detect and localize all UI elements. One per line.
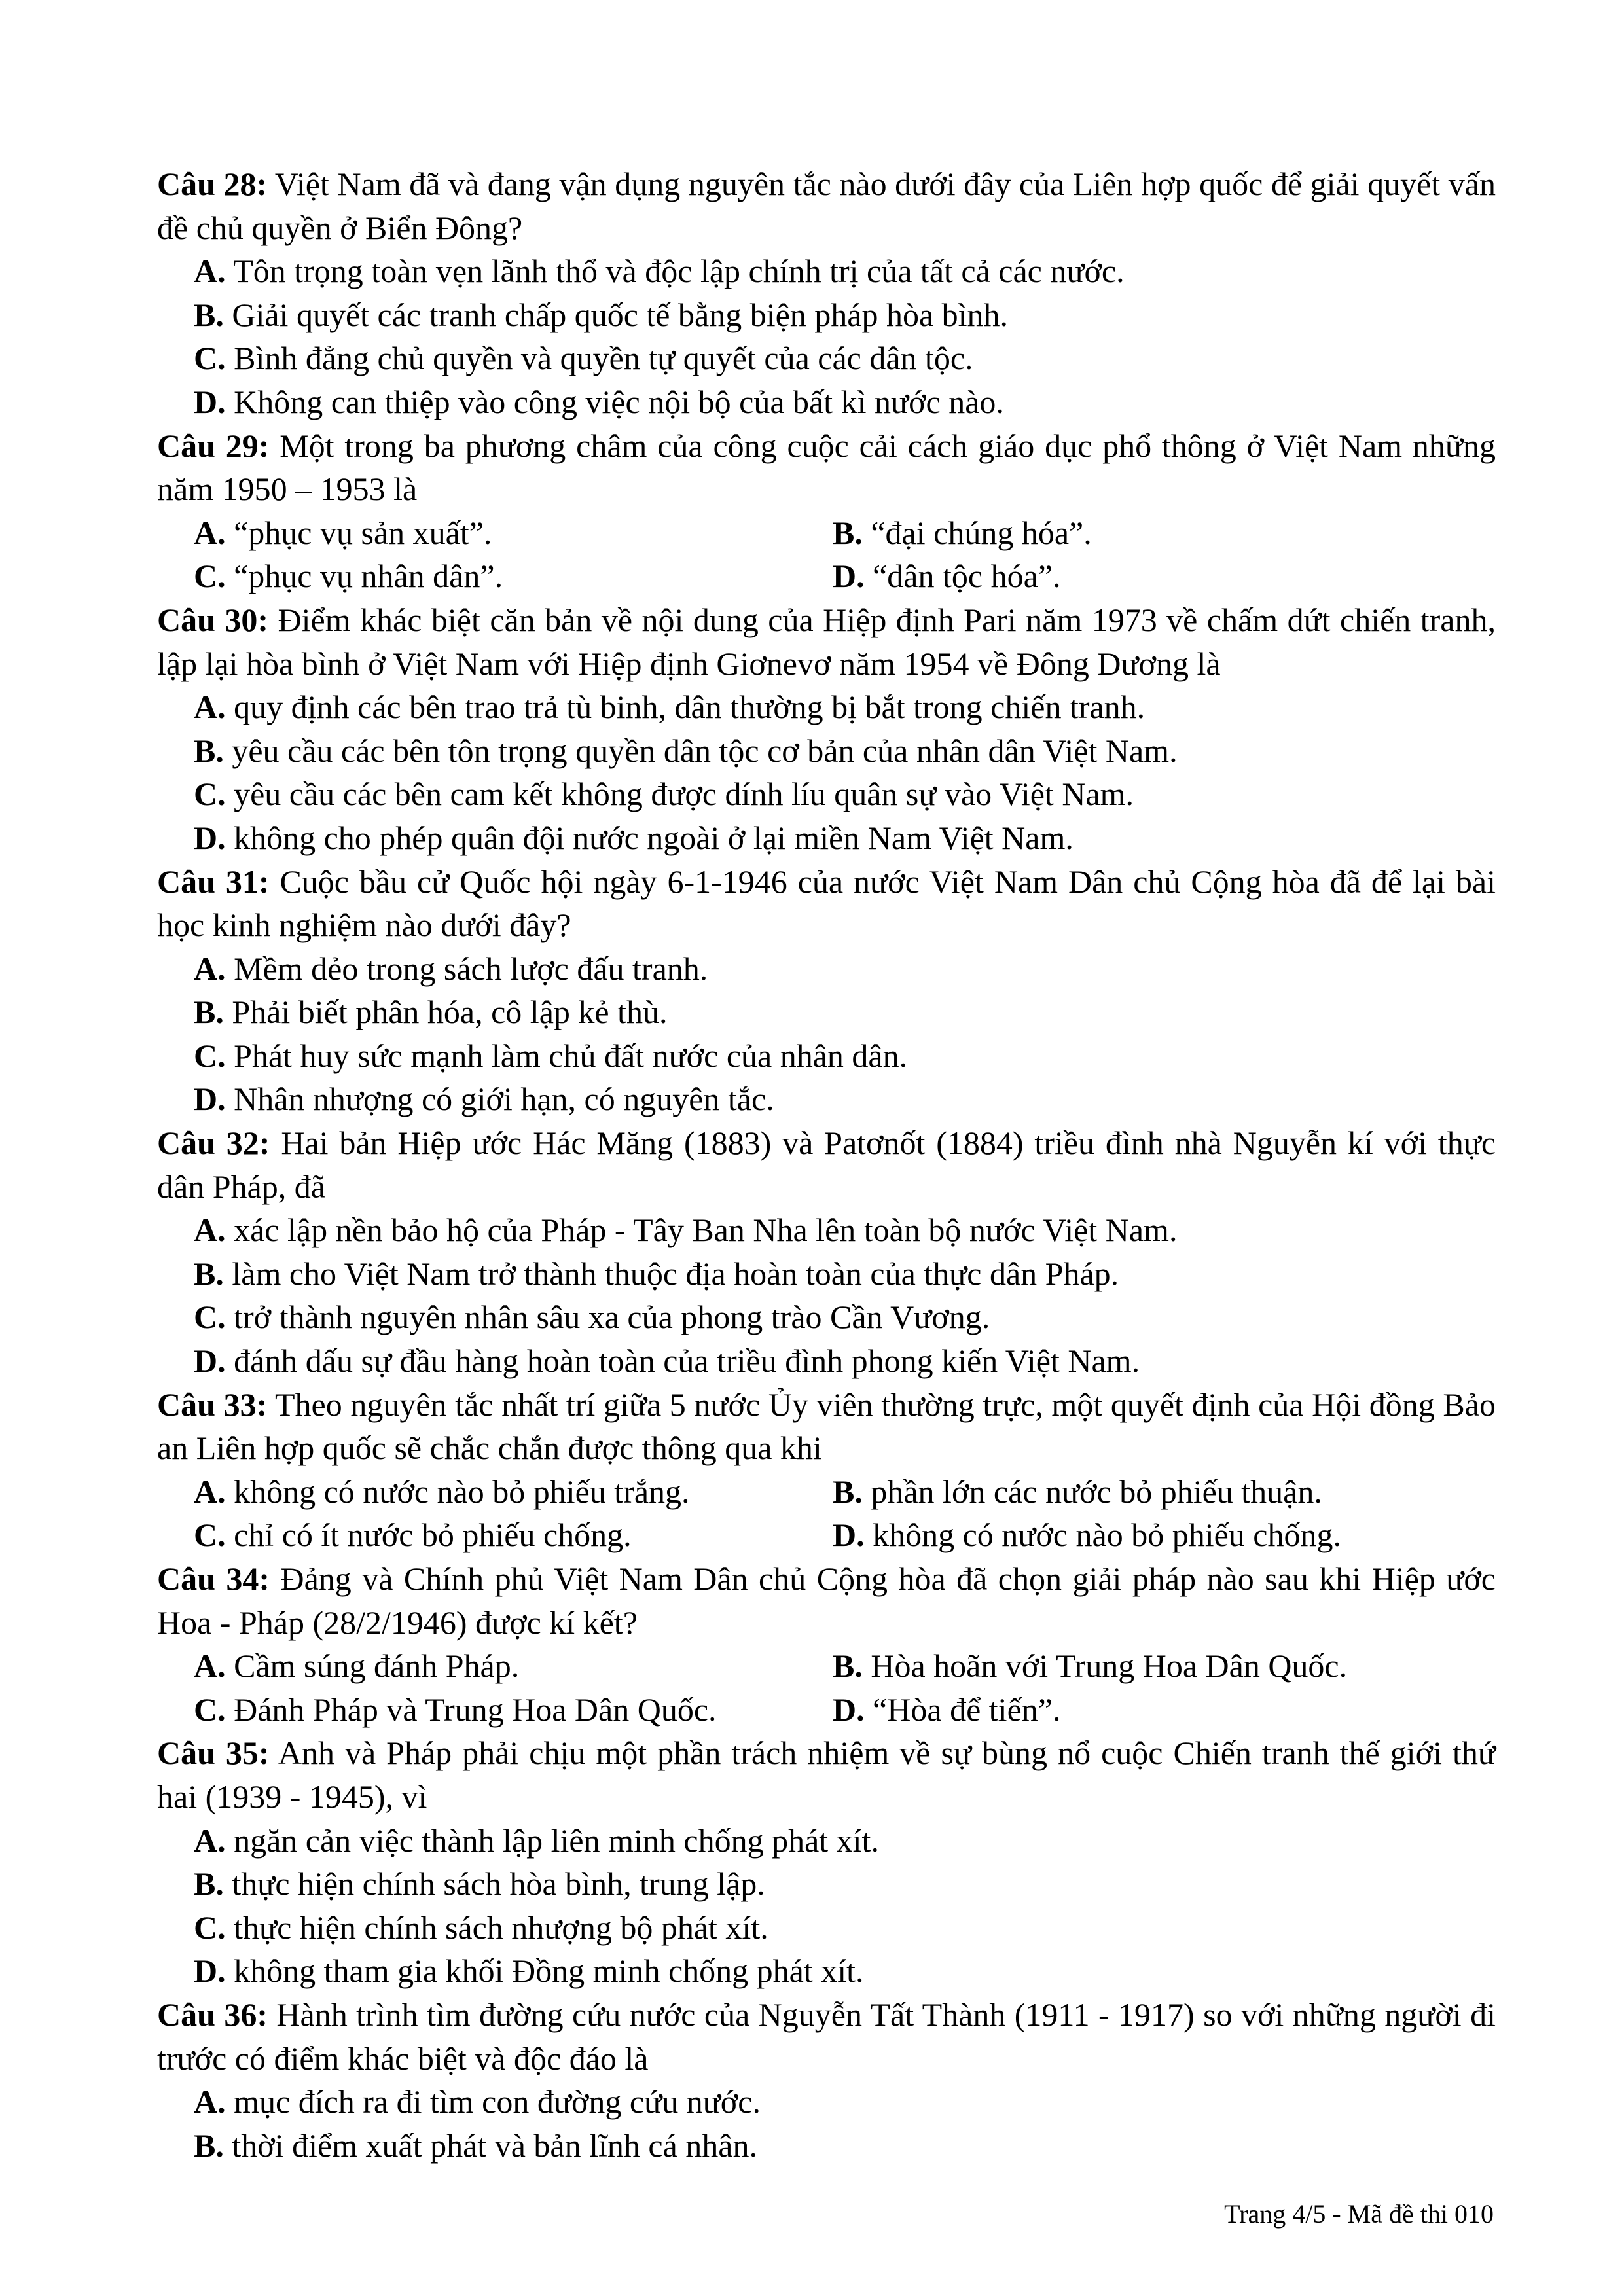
- option-text: làm cho Việt Nam trở thành thuộc địa hoàn toàn của thực dân Pháp.: [232, 1255, 1119, 1292]
- question-text: [157, 1993, 1496, 2080]
- option-letter: B.: [194, 732, 224, 769]
- question-number: Câu 32:: [157, 1124, 270, 1162]
- option-letter: B.: [194, 1865, 224, 1903]
- option-letter: C.: [194, 1909, 226, 1946]
- question-number: Câu 35:: [157, 1734, 270, 1772]
- option-a: [157, 947, 1496, 991]
- option-letter: A.: [194, 1211, 226, 1249]
- option-b: [157, 990, 1496, 1034]
- option-c: [157, 1906, 1496, 1950]
- question-29: [157, 424, 1496, 598]
- option-letter: A.: [194, 1473, 226, 1510]
- question-30: [157, 598, 1496, 860]
- option-text: không có nước nào bỏ phiếu chống.: [873, 1516, 1342, 1554]
- question-number: Câu 34:: [157, 1560, 270, 1597]
- question-stem: Đảng và Chính phủ Việt Nam Dân chủ Cộng hòa đã chọn giải pháp nào sau khi Hiệp ước Hoa - Pháp (28/2/1946) được kí kết?: [157, 1560, 1496, 1641]
- option-text: “phục vụ sản xuất”.: [234, 514, 492, 551]
- option-letter: D.: [194, 819, 226, 856]
- option-a: [157, 249, 1496, 293]
- option-text: quy định các bên trao trả tù binh, dân thường bị bắt trong chiến tranh.: [234, 689, 1146, 726]
- option-text: thực hiện chính sách nhượng bộ phát xít.: [234, 1909, 768, 1946]
- question-35: [157, 1731, 1496, 1993]
- question-33: [157, 1383, 1496, 1557]
- option-letter: A.: [194, 514, 226, 551]
- option-letter: C.: [194, 558, 226, 595]
- question-number: Câu 29:: [157, 427, 270, 464]
- option-letter: B.: [833, 1473, 863, 1510]
- option-text: yêu cầu các bên cam kết không được dính líu quân sự vào Việt Nam.: [234, 776, 1134, 813]
- question-text: [157, 1121, 1496, 1208]
- question-stem: Việt Nam đã và đang vận dụng nguyên tắc nào dưới đây của Liên hợp quốc để giải quyết vấn đề chủ quyền ở Biển Đông?: [157, 166, 1496, 246]
- question-31: [157, 860, 1496, 1122]
- question-number: Câu 31:: [157, 863, 270, 900]
- option-d: [833, 1688, 1487, 1732]
- question-text: [157, 162, 1496, 249]
- option-a: [157, 1819, 1496, 1863]
- option-a: [157, 2080, 1496, 2124]
- exam-page: [157, 162, 1496, 2167]
- option-d: [157, 816, 1496, 860]
- option-text: Giải quyết các tranh chấp quốc tế bằng biện pháp hòa bình.: [232, 296, 1009, 333]
- option-text: không cho phép quân đội nước ngoài ở lại miền Nam Việt Nam.: [234, 819, 1074, 856]
- option-text: Hòa hoãn với Trung Hoa Dân Quốc.: [871, 1647, 1348, 1685]
- options-grid: [157, 1644, 1496, 1731]
- option-c: [157, 1034, 1496, 1078]
- option-b: [157, 2124, 1496, 2168]
- option-letter: D.: [833, 1516, 865, 1554]
- question-number: Câu 28:: [157, 166, 268, 202]
- option-letter: D.: [833, 1691, 865, 1728]
- option-letter: A.: [194, 689, 226, 726]
- option-letter: C.: [194, 776, 226, 813]
- option-a: [157, 685, 1496, 729]
- option-b: [833, 511, 1487, 555]
- option-text: không tham gia khối Đồng minh chống phát xít.: [234, 1952, 864, 1990]
- option-a: [194, 511, 833, 555]
- option-letter: A.: [194, 1647, 226, 1685]
- option-d: [833, 554, 1487, 598]
- question-number: Câu 33:: [157, 1386, 268, 1423]
- option-text: thực hiện chính sách hòa bình, trung lập.: [232, 1865, 765, 1903]
- page-footer: Trang 4/5 - Mã đề thi 010: [1224, 2199, 1494, 2229]
- option-text: “Hòa để tiến”.: [873, 1691, 1061, 1728]
- option-d: [157, 380, 1496, 424]
- option-text: trở thành nguyên nhân sâu xa của phong trào Cần Vương.: [234, 1299, 990, 1336]
- option-b: [833, 1644, 1487, 1688]
- question-36: [157, 1993, 1496, 2167]
- option-b: [157, 293, 1496, 337]
- option-text: Nhân nhượng có giới hạn, có nguyên tắc.: [234, 1081, 774, 1118]
- question-text: [157, 1383, 1496, 1470]
- question-28: [157, 162, 1496, 424]
- option-letter: A.: [194, 253, 226, 290]
- option-b: [157, 1252, 1496, 1296]
- question-stem: Một trong ba phương châm của công cuộc cải cách giáo dục phổ thông ở Việt Nam những năm 1950 – 1953 là: [157, 427, 1496, 508]
- option-a: [194, 1470, 833, 1514]
- question-text: [157, 1731, 1496, 1818]
- question-stem: Điểm khác biệt căn bản về nội dung của Hiệp định Pari năm 1973 về chấm dứt chiến tranh, lập lại hòa bình ở Việt Nam với Hiệp định Giơnevơ năm 1954 về Đông Dương là: [157, 601, 1496, 682]
- option-letter: C.: [194, 1516, 226, 1554]
- question-stem: Anh và Pháp phải chịu một phần trách nhiệm về sự bùng nổ cuộc Chiến tranh thế giới thứ hai (1939 - 1945), vì: [157, 1734, 1496, 1815]
- question-32: [157, 1121, 1496, 1383]
- options-grid: [157, 511, 1496, 598]
- option-text: chỉ có ít nước bỏ phiếu chống.: [234, 1516, 632, 1554]
- option-c: [194, 554, 833, 598]
- question-stem: Cuộc bầu cử Quốc hội ngày 6-1-1946 của nước Việt Nam Dân chủ Cộng hòa đã để lại bài học kinh nghiệm nào dưới đây?: [157, 863, 1496, 944]
- option-letter: B.: [194, 1255, 224, 1292]
- option-letter: D.: [194, 1081, 226, 1118]
- option-letter: A.: [194, 1821, 226, 1859]
- option-letter: D.: [194, 1952, 226, 1990]
- question-text: [157, 1557, 1496, 1644]
- option-letter: C.: [194, 1037, 226, 1074]
- option-c: [157, 772, 1496, 816]
- option-text: không có nước nào bỏ phiếu trắng.: [234, 1473, 690, 1510]
- question-stem: Hai bản Hiệp ước Hác Măng (1883) và Patơnốt (1884) triều đình nhà Nguyễn kí với thực dân Pháp, đã: [157, 1124, 1496, 1205]
- option-letter: D.: [194, 383, 226, 420]
- option-b: [157, 729, 1496, 773]
- option-c: [194, 1513, 833, 1557]
- option-letter: A.: [194, 950, 226, 987]
- option-c: [194, 1688, 833, 1732]
- option-letter: B.: [194, 296, 224, 333]
- question-text: [157, 598, 1496, 685]
- option-text: Mềm dẻo trong sách lược đấu tranh.: [234, 950, 708, 987]
- option-c: [157, 1295, 1496, 1339]
- option-text: “dân tộc hóa”.: [873, 558, 1061, 595]
- option-a: [157, 1208, 1496, 1252]
- option-d: [833, 1513, 1487, 1557]
- options-grid: [157, 1470, 1496, 1557]
- question-stem: Theo nguyên tắc nhất trí giữa 5 nước Ủy viên thường trực, một quyết định của Hội đồng Bảo an Liên hợp quốc sẽ chắc chắn được thông qua khi: [157, 1386, 1496, 1467]
- option-letter: A.: [194, 2083, 226, 2121]
- option-text: đánh dấu sự đầu hàng hoàn toàn của triều đình phong kiến Việt Nam.: [234, 1342, 1140, 1380]
- option-c: [157, 336, 1496, 380]
- question-34: [157, 1557, 1496, 1731]
- option-letter: C.: [194, 340, 226, 377]
- option-b: [157, 1862, 1496, 1906]
- option-text: phần lớn các nước bỏ phiếu thuận.: [871, 1473, 1322, 1510]
- option-letter: B.: [833, 1647, 863, 1685]
- option-letter: C.: [194, 1299, 226, 1336]
- option-letter: B.: [833, 514, 863, 551]
- option-d: [157, 1339, 1496, 1383]
- option-text: “phục vụ nhân dân”.: [234, 558, 503, 595]
- option-text: thời điểm xuất phát và bản lĩnh cá nhân.: [232, 2126, 757, 2164]
- option-text: Bình đẳng chủ quyền và quyền tự quyết của các dân tộc.: [234, 340, 973, 377]
- option-b: [833, 1470, 1487, 1514]
- option-text: Đánh Pháp và Trung Hoa Dân Quốc.: [234, 1691, 717, 1728]
- option-text: ngăn cản việc thành lập liên minh chống phát xít.: [234, 1821, 879, 1859]
- option-text: Không can thiệp vào công việc nội bộ của bất kì nước nào.: [234, 383, 1004, 420]
- option-text: mục đích ra đi tìm con đường cứu nước.: [234, 2083, 761, 2121]
- option-text: yêu cầu các bên tôn trọng quyền dân tộc cơ bản của nhân dân Việt Nam.: [232, 732, 1178, 769]
- option-text: Phát huy sức mạnh làm chủ đất nước của nhân dân.: [234, 1037, 908, 1074]
- question-number: Câu 30:: [157, 601, 269, 638]
- option-d: [157, 1949, 1496, 1993]
- option-letter: B.: [194, 994, 224, 1031]
- option-text: “đại chúng hóa”.: [871, 514, 1092, 551]
- option-text: Tôn trọng toàn vẹn lãnh thổ và độc lập chính trị của tất cả các nước.: [233, 253, 1125, 290]
- option-text: xác lập nền bảo hộ của Pháp - Tây Ban Nha lên toàn bộ nước Việt Nam.: [234, 1211, 1178, 1249]
- question-text: [157, 424, 1496, 511]
- option-d: [157, 1077, 1496, 1121]
- option-letter: D.: [833, 558, 865, 595]
- option-text: Cầm súng đánh Pháp.: [234, 1647, 520, 1685]
- option-letter: B.: [194, 2126, 224, 2164]
- option-a: [194, 1644, 833, 1688]
- question-number: Câu 36:: [157, 1996, 268, 2033]
- question-stem: Hành trình tìm đường cứu nước của Nguyễn Tất Thành (1911 - 1917) so với những người đi trước có điểm khác biệt và độc đáo là: [157, 1996, 1496, 2077]
- option-letter: D.: [194, 1342, 226, 1380]
- option-letter: C.: [194, 1691, 226, 1728]
- question-text: [157, 860, 1496, 947]
- option-text: Phải biết phân hóa, cô lập kẻ thù.: [232, 994, 668, 1031]
